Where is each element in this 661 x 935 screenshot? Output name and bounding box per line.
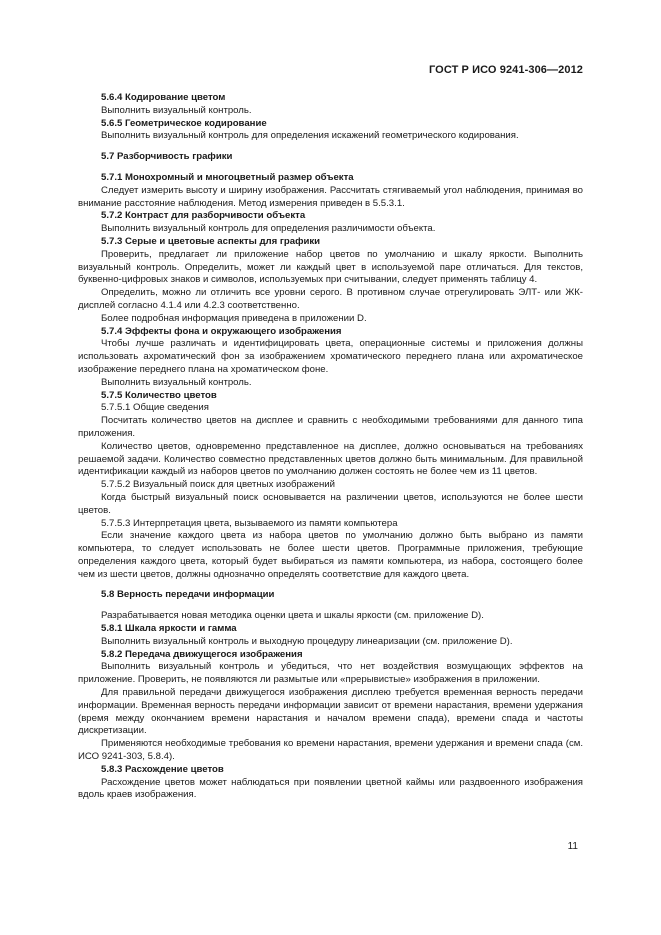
- spacer: [78, 602, 583, 610]
- paragraph: Определить, можно ли отличить все уровни серого. В противном случае отрегулировать ЭЛТ- или ЖК-дисплей согласно 4.1.4 или 4.2.3 соответственно.: [78, 287, 583, 311]
- section-heading: 5.6.4 Кодирование цветом: [101, 92, 226, 103]
- paragraph: Расхождение цветов может наблюдаться при появлении цветной каймы или раздвоенного изображения вдоль краев изображения.: [78, 776, 583, 801]
- section-heading: 5.7.5 Количество цветов: [101, 389, 217, 401]
- section-heading: 5.7.4 Эффекты фона и окружающего изображения: [101, 325, 342, 337]
- paragraph: Следует измерить высоту и ширину изображения. Рассчитать стягиваемый угол наблюдения, принимая во внимание расстояние наблюдения. Метод измерения приведен в 5.5.3.1.: [78, 184, 583, 209]
- paragraph: Выполнить визуальный контроль и выходную процедуру линеаризации (см. приложение D).: [101, 635, 513, 647]
- paragraph: Проверить, предлагает ли приложение набор цветов по умолчанию и шкалу яркости. Выполнить визуальный контроль. Определить, может ли каждый цвет в используемой паре отличаться. Для текстов, буквенно-цифровых знаков и символов, используемых при считывании, следует применять таблицу 4.: [78, 248, 583, 286]
- page-number: 11: [567, 841, 578, 852]
- section-heading: 5.6.5 Геометрическое кодирование: [101, 117, 267, 129]
- paragraph: 5.7.5.2 Визуальный поиск для цветных изображений: [101, 479, 335, 491]
- paragraph: Выполнить визуальный контроль.: [101, 376, 252, 388]
- paragraph: 5.7.5.3 Интерпретация цвета, вызываемого из памяти компьютера: [101, 517, 398, 529]
- section-heading: 5.7 Разборчивость графики: [101, 151, 233, 163]
- paragraph: Выполнить визуальный контроль для определения различимости объекта.: [101, 223, 436, 235]
- section-heading: 5.7.2 Контраст для разборчивости объекта: [101, 210, 306, 222]
- paragraph: Разрабатывается новая методика оценки цвета и шкалы яркости (см. приложение D).: [101, 610, 484, 622]
- section-heading: 5.7.3 Серые и цветовые аспекты для графики: [101, 235, 321, 247]
- section-heading: 5.8 Верность передачи информации: [101, 589, 275, 601]
- paragraph: Если значение каждого цвета из набора цветов по умолчанию должно быть выбрано из памяти компьютера, то следует использовать не более шести цветов. Программные приложения, требующие определения каждого цвета, который будет выбираться из памяти компьютера, из набора, состоящего более чем из шести цветов, должны однозначно определять соответствие для каждого цвета.: [78, 530, 583, 580]
- document-header: ГОСТ Р ИСО 9241-306—2012: [428, 64, 583, 76]
- paragraph: Более подробная информация приведена в приложении D.: [101, 312, 367, 324]
- spacer: [78, 143, 583, 151]
- section-heading: 5.8.3 Расхождение цветов: [101, 763, 224, 775]
- section-heading: 5.7.1 Монохромный и многоцветный размер объекта: [101, 171, 354, 183]
- paragraph: Для правильной передачи движущегося изображения дисплею требуется временная верность передачи информации. Временная верность передачи информации зависит от времени нарастания, времени удержания (время между окончанием времени нарастания и началом времени спада), времени спада и частоты дискретизации.: [78, 687, 583, 737]
- spacer: [78, 164, 583, 172]
- paragraph: Количество цветов, одновременно представленное на дисплее, должно основываться на требованиях решаемой задачи. Количество совместно представленных цветов должно быть минимальным. Для правильной идентификации каждый из наборов цветов по умолчанию должен состоять не более чем из 11 цветов.: [78, 440, 583, 478]
- paragraph: Когда быстрый визуальный поиск основывается на различении цветов, используются не более шести цветов.: [78, 491, 583, 516]
- spacer: [78, 581, 583, 589]
- paragraph: Выполнить визуальный контроль.: [101, 104, 252, 116]
- paragraph: Выполнить визуальный контроль для определения искажений геометрического кодирования.: [101, 130, 519, 142]
- paragraph: Выполнить визуальный контроль и убедиться, что нет воздействия возмущающих эффектов на приложение. Проверить, не появляются ли размытые или «прерывистые» изображения в приложении.: [78, 661, 583, 686]
- section-heading: 5.8.1 Шкала яркости и гамма: [101, 623, 237, 635]
- paragraph: Посчитать количество цветов на дисплее и сравнить с необходимыми требованиями для данного типа приложения.: [78, 415, 583, 439]
- paragraph: 5.7.5.1 Общие сведения: [101, 402, 209, 414]
- paragraph: Чтобы лучше различать и идентифицировать цвета, операционные системы и приложения должны использовать ахроматический фон за изображением хроматического переднего плана или ахроматическое изображение переднего плана на хроматическом фоне.: [78, 338, 583, 375]
- document-body: [78, 92, 583, 802]
- paragraph: Применяются необходимые требования ко времени нарастания, времени удержания и времени спада (см. ИСО 9241-303, 5.8.4).: [78, 738, 583, 763]
- section-heading: 5.8.2 Передача движущегося изображения: [101, 648, 303, 660]
